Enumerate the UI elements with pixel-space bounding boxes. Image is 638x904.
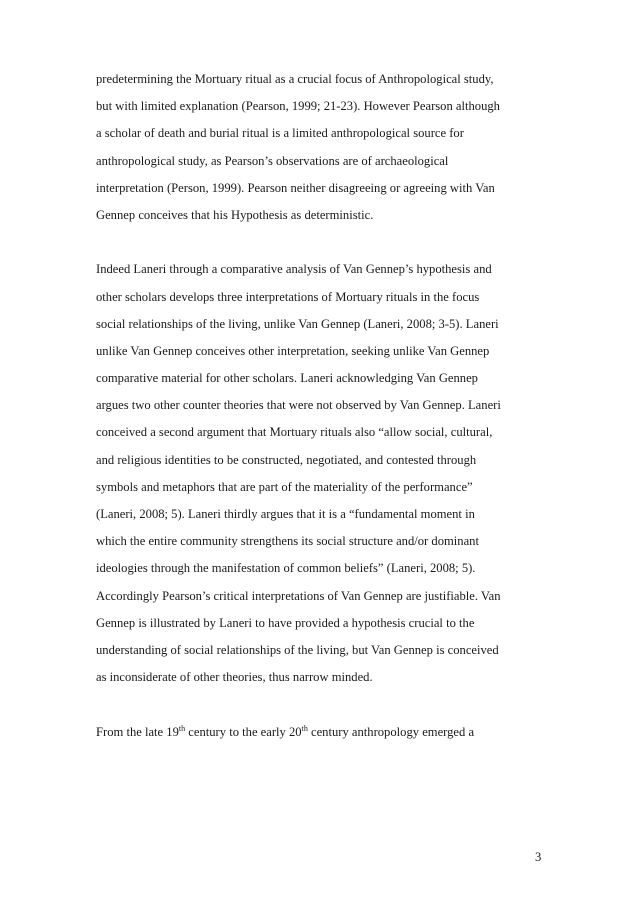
text-line: symbols and metaphors that are part of the materiality of the performance” [96, 479, 473, 494]
text-line: Gennep conceives that his Hypothesis as deterministic. [96, 207, 374, 222]
text-line [96, 719, 546, 746]
body-text [96, 66, 546, 746]
text-fragment: century anthropology emerged a [307, 724, 475, 739]
text-fragment: From the late 19 [96, 724, 179, 739]
text-line: social relationships of the living, unlike Van Gennep (Laneri, 2008; 3-5). Laneri [96, 316, 499, 331]
text-line: comparative material for other scholars. Laneri acknowledging Van Gennep [96, 371, 478, 386]
text-line: ideologies through the manifestation of common beliefs” (Laneri, 2008; 5). [96, 561, 476, 576]
text-line: Indeed Laneri through a comparative analysis of Van Gennep’s hypothesis and [96, 262, 492, 277]
paragraph-spacer [96, 229, 546, 256]
superscript: th [178, 723, 186, 733]
text-line: but with limited explanation (Pearson, 1999; 21-23). However Pearson although [96, 99, 500, 114]
page-number: 3 [535, 850, 542, 864]
text-line: argues two other counter theories that were not observed by Van Gennep. Laneri [96, 398, 501, 413]
text-line: unlike Van Gennep conceives other interpretation, seeking unlike Van Gennep [96, 343, 490, 358]
paragraph-1 [96, 66, 546, 229]
text-line: anthropological study, as Pearson’s observations are of archaeological [96, 153, 449, 168]
text-line: Accordingly Pearson’s critical interpretations of Van Gennep are justifiable. Van [96, 588, 501, 603]
text-line: conceived a second argument that Mortuary rituals also “allow social, cultural, [96, 425, 493, 440]
text-line: Gennep is illustrated by Laneri to have provided a hypothesis crucial to the [96, 615, 475, 630]
superscript: th [301, 723, 308, 733]
text-line: predetermining the Mortuary ritual as a crucial focus of Anthropological study, [96, 72, 494, 86]
text-line: (Laneri, 2008; 5). Laneri thirdly argues that it is a “fundamental moment in [96, 507, 475, 521]
paragraph-2 [96, 256, 546, 691]
text-line: which the entire community strengthens its social structure and/or dominant [96, 534, 479, 549]
text-fragment: century to the early 20 [185, 724, 302, 739]
text-line: understanding of social relationships of the living, but Van Gennep is conceived [96, 642, 499, 657]
text-line: and religious identities to be constructed, negotiated, and contested through [96, 452, 477, 467]
text-line: as inconsiderate of other theories, thus narrow minded. [96, 670, 373, 685]
paragraph-spacer [96, 691, 546, 718]
paragraph-3 [96, 719, 546, 746]
text-line: other scholars develops three interpretations of Mortuary rituals in the focus [96, 289, 480, 304]
text-line: a scholar of death and burial ritual is a limited anthropological source for [96, 126, 464, 141]
text-line: interpretation (Person, 1999). Pearson neither disagreeing or agreeing with Van [96, 180, 495, 195]
